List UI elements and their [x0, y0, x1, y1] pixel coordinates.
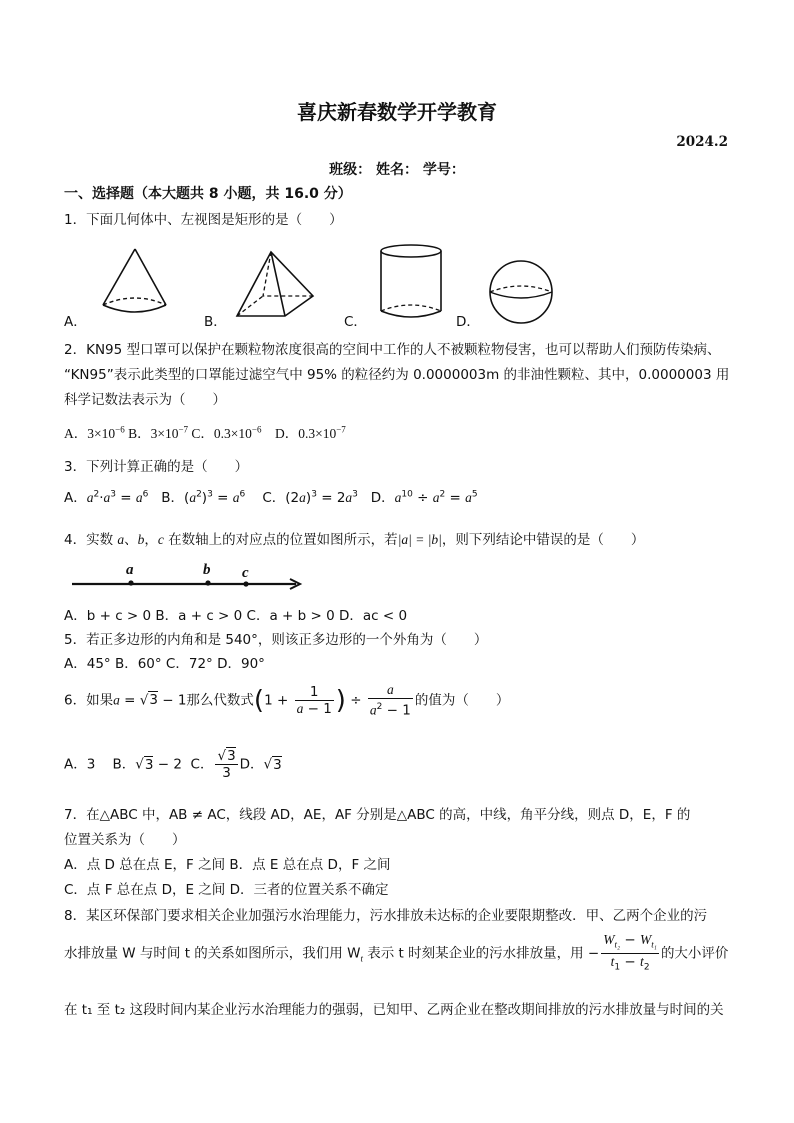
- section-heading: 一、选择题（本大题共 8 小题，共 16.0 分）: [64, 186, 352, 202]
- q7-line2: 位置关系为（ ）: [64, 832, 186, 848]
- q2-line1: 2．KN95 型口罩可以保护在颗粒物浓度很高的空间中工作的人不被颗粒物侵害，也可以帮助人们预防传染病、: [64, 342, 721, 358]
- q2-options: [64, 422, 346, 442]
- q8-line1: 8．某区环保部门要求相关企业加强污水治理能力，污水排放未达标的企业要限期整改．甲、乙两个企业的污: [64, 908, 708, 924]
- q1-stem: 1．下面几何体中、左视图是矩形的是（ ）: [64, 212, 343, 228]
- cylinder-figure: [378, 243, 444, 321]
- number-line-label-a: a: [126, 562, 134, 578]
- pyramid-figure: [233, 250, 317, 320]
- q2-option-c-exp: −6: [251, 424, 262, 435]
- number-line-label-c: c: [242, 565, 249, 581]
- page-title: 喜庆新春数学开学教育: [297, 100, 497, 124]
- q5-options: A．45° B．60° C．72° D．90°: [64, 656, 265, 672]
- q4-options: A．b + c > 0 B．a + c > 0 C．a + b > 0 D．ac < 0: [64, 608, 408, 624]
- q7-options-cd: C．点 F 总在点 D，E 之间 D．三者的位置关系不确定: [64, 882, 389, 898]
- q2-option-c: C．0.3×10: [191, 426, 252, 441]
- q3-options: A．$a^2\cdot a^3 = a^6$ B．$(a^2)^3 = a^6$ C．$(2a)^3 = 2a^3$ D．$a^{10} \div a^2 = a^5$: [64, 489, 478, 506]
- q1-option-a: A．: [64, 314, 87, 330]
- q8-line3: 在 t₁ 至 t₂ 这段时间内某企业污水治理能力的强弱，已知甲、乙两企业在整改期间排放的污水排放量与时间的关: [64, 1002, 724, 1018]
- q2-line2: “KN95”表示此类型的口罩能过滤空气中 95% 的粒径约为 0.0000003m 的非油性颗粒、其中，0.0000003 用: [64, 367, 730, 383]
- q2-option-a-exp: −6: [115, 424, 125, 435]
- student-info: 班级： 姓名： 学号：: [329, 162, 465, 178]
- number-line: [70, 560, 306, 590]
- number-line-label-b: b: [203, 562, 211, 578]
- q1-option-c: C．: [344, 314, 367, 330]
- q7-options-ab: A．点 D 总在点 E，F 之间 B．点 E 总在点 D，F 之间: [64, 857, 391, 873]
- q2-option-d-exp: −7: [336, 424, 346, 435]
- q4-stem: 4．实数 a、b，c 在数轴上的对应点的位置如图所示，若|a| = |b|，则下列结论中错误的是（ ）: [64, 532, 645, 548]
- q3-stem: 3．下列计算正确的是（ ）: [64, 459, 249, 475]
- date: 2024.2: [676, 134, 728, 150]
- q2-option-d: D．0.3×10: [274, 426, 337, 441]
- q5-stem: 5．若正多边形的内角和是 540°，则该正多边形的一个外角为（ ）: [64, 632, 488, 648]
- q8-line2: 水排放量 W 与时间 t 的关系如图所示，我们用 $W_t$ 表示 t 时刻某企业的污水排放量，用 − $\frac{W_{t_2} - W_{t_1}}{t_1 - t_2}$ 的大小评价: [64, 932, 729, 973]
- q2-option-b: B．3×10: [128, 426, 179, 441]
- q7-line1: 7．在△ABC 中，AB ≠ AC，线段 AD，AE，AF 分别是△ABC 的高，中线，角平分线，则点 D，E，F 的: [64, 807, 691, 823]
- q2-line3: 科学记数法表示为（ ）: [64, 392, 226, 408]
- q2-option-b-exp: −7: [178, 424, 189, 435]
- q1-option-b: B．: [204, 314, 227, 330]
- sphere-figure: [488, 259, 554, 325]
- q1-option-d: D．: [456, 314, 480, 330]
- q2-option-a: A．3×10: [64, 426, 116, 441]
- q6-options: A．3 B．√3 − 2 C． $\frac{√3}{3}$ D．√3: [64, 748, 282, 781]
- cone-figure: [100, 247, 170, 317]
- q6-stem: 6．如果a = √3 − 1那么代数式(1 + $\frac{1}{a - 1}$ ) ÷ $\frac{a}{a^2 - 1}$ 的值为（ ）: [64, 682, 510, 719]
